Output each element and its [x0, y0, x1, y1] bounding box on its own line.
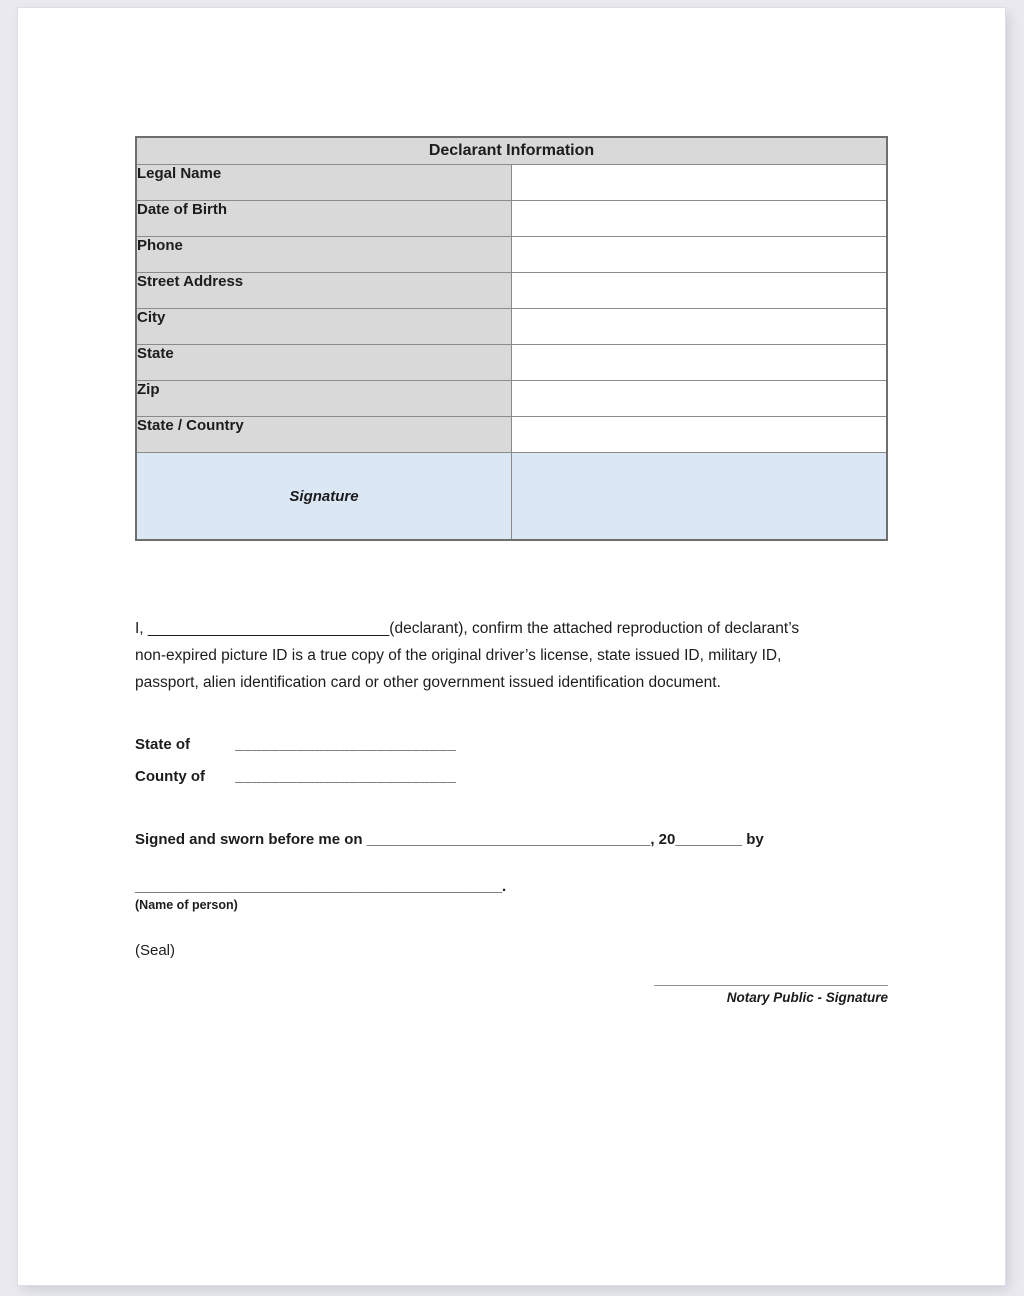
table-row [136, 345, 887, 381]
signature-field[interactable] [512, 453, 888, 541]
state-of-label: State of [135, 736, 191, 753]
state-field[interactable] [512, 345, 888, 381]
state-label: State [136, 345, 512, 381]
state-country-field[interactable] [512, 417, 888, 453]
street-address-label: Street Address [136, 273, 512, 309]
notary-signature-block [135, 971, 888, 1005]
table-row [136, 237, 887, 273]
person-name-blank: ____________________________________________. [135, 878, 507, 895]
table-row [136, 165, 887, 201]
declaration-paragraph [135, 615, 888, 696]
page-content [18, 8, 1005, 1005]
table-row [136, 417, 887, 453]
table-title: Declarant Information [136, 137, 887, 165]
declarant-info-table [135, 136, 888, 541]
street-address-field[interactable] [512, 273, 888, 309]
county-of-row [135, 768, 888, 785]
signed-sworn-line: Signed and sworn before me on __________________________________, 20________ by [135, 831, 764, 848]
table-row [136, 273, 887, 309]
signature-row [136, 453, 887, 541]
state-country-label: State / Country [136, 417, 512, 453]
notary-signature-caption: Notary Public - Signature [726, 990, 888, 1005]
document-page [18, 8, 1005, 1285]
state-of-row [135, 736, 888, 753]
legal-name-field[interactable] [512, 165, 888, 201]
table-header-row [136, 137, 887, 165]
zip-field[interactable] [512, 381, 888, 417]
declaration-line-2: non-expired picture ID is a true copy of the original driver’s license, state issued ID, military ID, [135, 647, 782, 664]
notary-signature-blank: ____________________________ [654, 971, 888, 988]
venue-section [135, 736, 888, 785]
zip-label: Zip [136, 381, 512, 417]
table-row [136, 201, 887, 237]
phone-field[interactable] [512, 237, 888, 273]
name-of-person-caption: (Name of person) [135, 898, 238, 912]
city-field[interactable] [512, 309, 888, 345]
seal-label: (Seal) [135, 942, 176, 959]
table-row [136, 309, 887, 345]
date-of-birth-label: Date of Birth [136, 201, 512, 237]
county-of-label: County of [135, 768, 205, 785]
county-of-blank: _________________________ [235, 768, 457, 785]
declaration-line-1: I, ____________________________(declarant), confirm the attached reproduction of declarant’s [135, 620, 800, 637]
phone-label: Phone [136, 237, 512, 273]
date-of-birth-field[interactable] [512, 201, 888, 237]
city-label: City [136, 309, 512, 345]
signature-label: Signature [136, 453, 512, 541]
declaration-line-3: passport, alien identification card or other government issued identification document. [135, 674, 721, 691]
legal-name-label: Legal Name [136, 165, 512, 201]
state-of-blank: _________________________ [235, 736, 457, 753]
table-row [136, 381, 887, 417]
